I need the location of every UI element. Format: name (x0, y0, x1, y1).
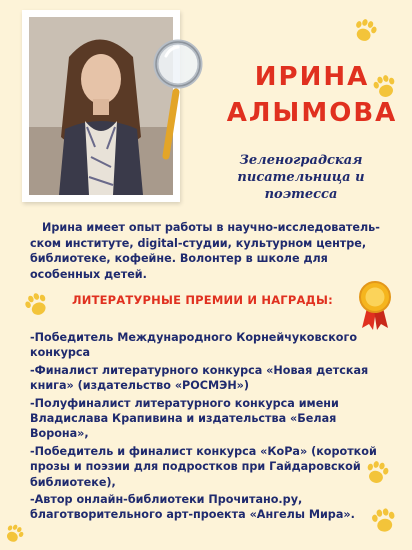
award-item: -Победитель Международного Корнейчуковского конкурса (30, 331, 357, 360)
magnifier-icon (150, 38, 206, 160)
medal-icon (357, 280, 393, 330)
awards-title: ЛИТЕРАТУРНЫЕ ПРЕМИИ И НАГРАДЫ: (72, 293, 333, 307)
awards-list (30, 330, 388, 525)
paw-print-icon (350, 16, 380, 46)
award-item: -Полуфиналист литературного конкурса имени Владислава Крапивина и издательства «Белая Ворона», (30, 396, 339, 441)
last-name: АЛЫМОВА (226, 98, 398, 128)
first-name: ИРИНА (254, 62, 370, 92)
paw-print-icon (22, 290, 52, 320)
subtitle: Зеленоградская писательница и поэтесса (237, 153, 365, 202)
award-item: -Финалист литературного конкурса «Новая детская книга» (издательство «РОСМЭН») (30, 363, 369, 393)
award-item: -Автор онлайн-библиотеки Прочитано.ру, благотворительного арт-проекта «Ангелы Мира». (30, 493, 355, 522)
award-item: -Победитель и финалист конкурса «КоРа» (короткой прозы и поэзии для подростков при Гайдаровской библиотеке), (30, 444, 377, 489)
intro-paragraph: Ирина имеет опыт работы в научно-исследователь-ском институте, digital-студии, культурном центре, библиотеке, кофейне. Волонтер в школе для особенных детей. (30, 221, 380, 281)
paw-print-icon (2, 522, 26, 546)
